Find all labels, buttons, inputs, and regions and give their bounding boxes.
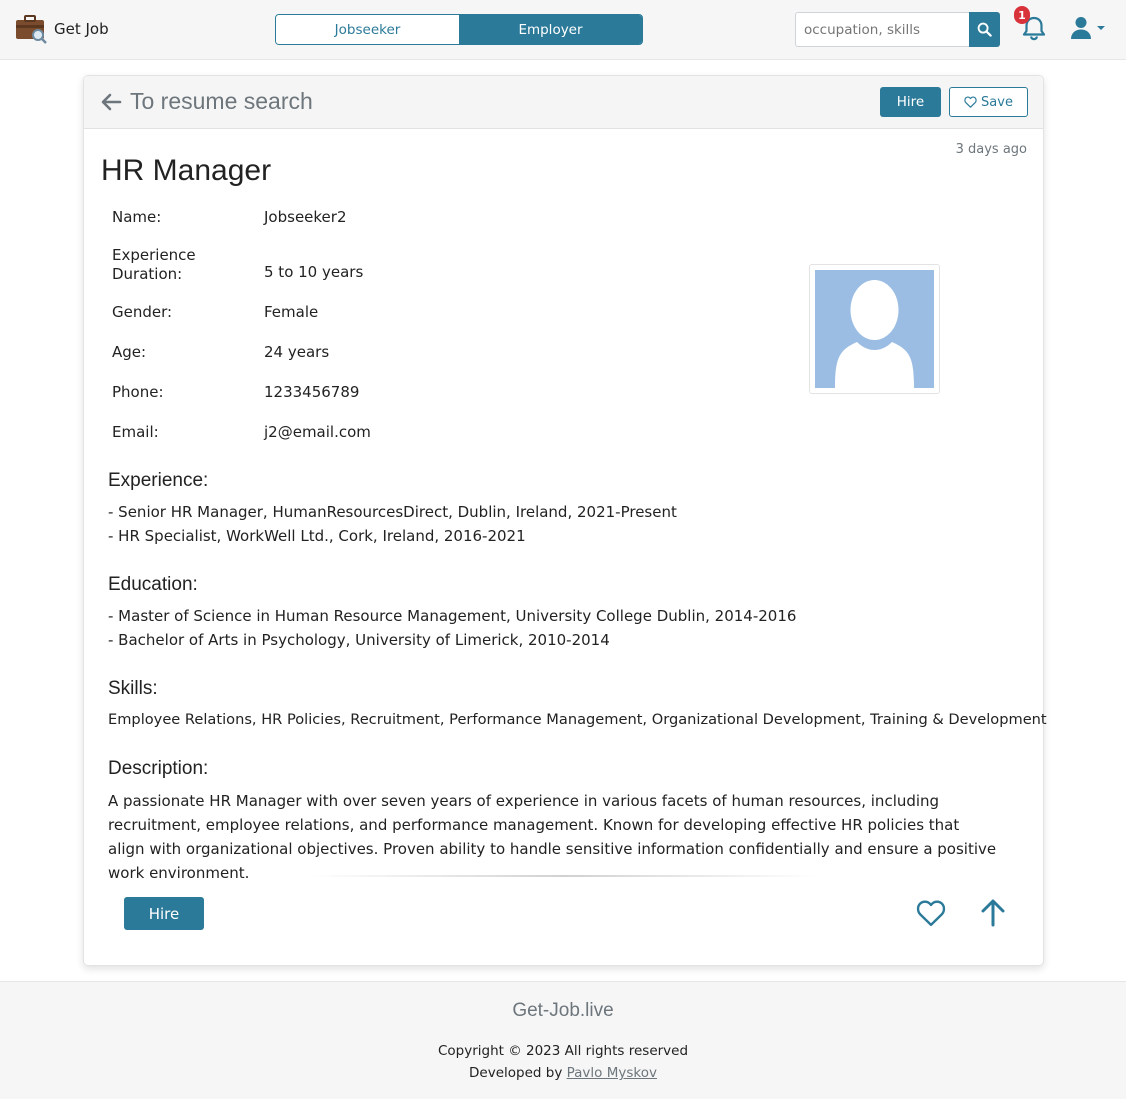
back-link-label: To resume search [130, 88, 313, 114]
scroll-top-button[interactable] [978, 898, 1008, 928]
education-item: - Bachelor of Arts in Psychology, University of Limerick, 2010-2014 [108, 631, 610, 649]
favorite-button[interactable] [916, 899, 946, 929]
role-switch [275, 14, 643, 45]
hire-button-bottom[interactable]: Hire [124, 897, 204, 930]
back-to-search-link[interactable] [100, 88, 313, 115]
brand-link[interactable] [14, 14, 109, 44]
resume-title: HR Manager [101, 154, 272, 187]
arrow-up-icon [978, 898, 1008, 928]
search-form [795, 12, 1000, 47]
experience-item: - HR Specialist, WorkWell Ltd., Cork, Ireland, 2016-2021 [108, 527, 526, 545]
developed-by-label: Developed by [469, 1065, 563, 1081]
notifications-button[interactable] [1018, 8, 1050, 46]
top-navbar [0, 0, 1126, 60]
avatar-placeholder-icon [815, 270, 934, 388]
skills-list: Employee Relations, HR Policies, Recruitment, Performance Management, Organizational Development, Training & Development [108, 711, 1047, 728]
phone-value: 1233456789 [264, 383, 360, 401]
resume-card [83, 75, 1047, 966]
phone-label: Phone: [112, 383, 164, 401]
copyright: Copyright © 2023 All rights reserved [437, 1043, 689, 1059]
page-footer [0, 981, 1126, 1099]
name-value: Jobseeker2 [264, 208, 347, 226]
user-menu-button[interactable] [1070, 14, 1110, 42]
caret-down-icon [1096, 24, 1106, 32]
footer-brand: Get-Job.live [512, 1000, 614, 1021]
arrow-left-icon [100, 92, 122, 112]
notification-badge: 1 [1014, 6, 1030, 24]
divider [309, 875, 819, 877]
briefcase-logo-icon [14, 14, 48, 44]
posted-date: 3 days ago [955, 142, 1027, 157]
heart-outline-icon [916, 899, 946, 927]
brand-name: Get Job [54, 20, 109, 38]
save-label: Save [981, 94, 1013, 110]
search-input[interactable] [795, 12, 969, 47]
gender-label: Gender: [112, 303, 173, 321]
skills-heading: Skills: [108, 678, 158, 699]
experience-heading: Experience: [108, 470, 209, 491]
experience-duration-label: Experience Duration: [112, 246, 196, 283]
description-text: A passionate HR Manager with over seven years of experience in various facets of human resources, including recruitment, employee relations, and performance management. Known for developing effective HR policies that align with organizational objectives. Proven ability to handle sensitive information confidentially and ensure a positive work environment. [108, 792, 997, 882]
email-label: Email: [112, 423, 159, 441]
card-header [84, 76, 1043, 129]
gender-value: Female [264, 303, 319, 321]
hire-button-top[interactable]: Hire [880, 87, 941, 117]
email-value: j2@email.com [264, 423, 371, 441]
save-button[interactable] [949, 87, 1028, 117]
developer-link[interactable]: Pavlo Myskov [566, 1065, 657, 1081]
education-heading: Education: [108, 574, 198, 595]
search-icon [977, 22, 992, 37]
jobseeker-tab[interactable]: Jobseeker [276, 15, 459, 44]
education-item: - Master of Science in Human Resource Management, University College Dublin, 2014-2016 [108, 607, 797, 625]
heart-outline-icon [964, 96, 977, 108]
description-heading: Description: [108, 758, 209, 779]
developer-credit [0, 1065, 1126, 1081]
name-label: Name: [112, 208, 162, 226]
avatar [809, 264, 940, 394]
experience-item: - Senior HR Manager, HumanResourcesDirect, Dublin, Ireland, 2021-Present [108, 503, 677, 521]
user-icon [1070, 16, 1092, 40]
employer-tab[interactable]: Employer [459, 15, 642, 44]
age-value: 24 years [264, 343, 330, 361]
age-label: Age: [112, 343, 147, 361]
search-button[interactable] [969, 12, 1000, 47]
experience-duration-value: 5 to 10 years [264, 263, 364, 281]
